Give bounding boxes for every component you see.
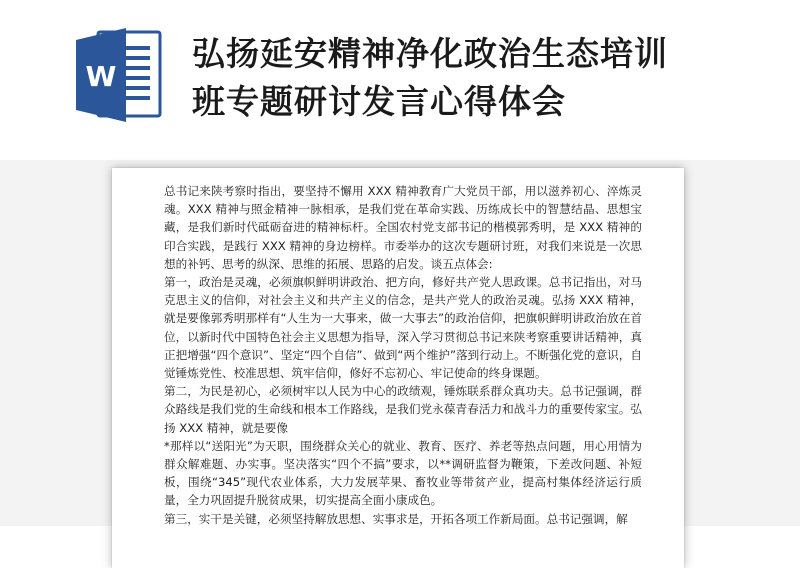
word-logo-letter: W [85, 60, 117, 93]
document-paragraph: 第一，政治是灵魂，必须旗帜鲜明讲政治、把方向，修好共产党人思政课。总书记指出，对马克思主义的信仰，对社会主义和共产主义的信念，是共产党人的政治灵魂。弘扬 XXX 精神，就是要像郭秀明那样有“人生为一大事来，做一大事去”的政治信仰，把旗帜鲜明讲政治放在首位，以新时代中国特色社会主义思想为指导，深入学习贯彻总书记来陕考察重要讲话精神，真正把增强“四个意识”、坚定“四个自信”、做到“两个维护”落到行动上。不断强化党的意识，自觉锤炼党性、校准思想、筑牢信仰，修好不忘初心、牢记使命的终身课题。 [164, 275, 642, 381]
header-banner [0, 0, 800, 160]
document-paragraph: 总书记来陕考察时指出，要坚持不懈用 XXX 精神教育广大党员干部，用以滋养初心、淬炼灵魂。XXX 精神与照金精神一脉相承，是我们党在革命实践、历练成长中的智慧结晶、思想宝藏，是我们新时代砥砺奋进的精神标杆。全国农村党支部书记的楷模郭秀明，是 XXX 精神的印合实践，是践行 XXX 精神的身边榜样。市委举办的这次专题研讨班，对我们来说是一次思想的补钙、思考的纵深、思维的拓展、思路的启发。谈五点体会: [164, 184, 642, 271]
document-paragraph: 第三，实干是关键，必须坚持解放思想、实事求是，开拓各项工作新局面。总书记强调，解 [164, 511, 628, 526]
document-paragraph: *那样以“送阳光”为天职，围绕群众关心的就业、教育、医疗、养老等热点问题，用心用情为群众解难题、办实事。坚决落实“四个不搞”要求，以**调研监督为鞭策，下差改问题、补短板，围绕“345”现代农业体系，大力发展苹果、畜牧业等带贫产业，提高村集体经济运行质量，全力巩固提升脱贫成果，切实提高全面小康成色。 [164, 438, 642, 508]
document-body [164, 182, 642, 528]
word-document-icon [76, 26, 162, 124]
page-title [192, 30, 782, 126]
title-line-1: 弘扬延安精神净化政治生态培训 [192, 34, 668, 73]
document-paragraph: 第二，为民是初心，必须树牢以人民为中心的政绩观，锤炼联系群众真功夫。总书记强调，群众路线是我们党的生命线和根本工作路线，是我们党永葆青春活力和战斗力的重要传家宝。弘扬 XXX 精神，就是要像 [164, 384, 642, 435]
document-page [112, 168, 684, 568]
title-line-2: 班专题研讨发言心得体会 [192, 82, 566, 121]
